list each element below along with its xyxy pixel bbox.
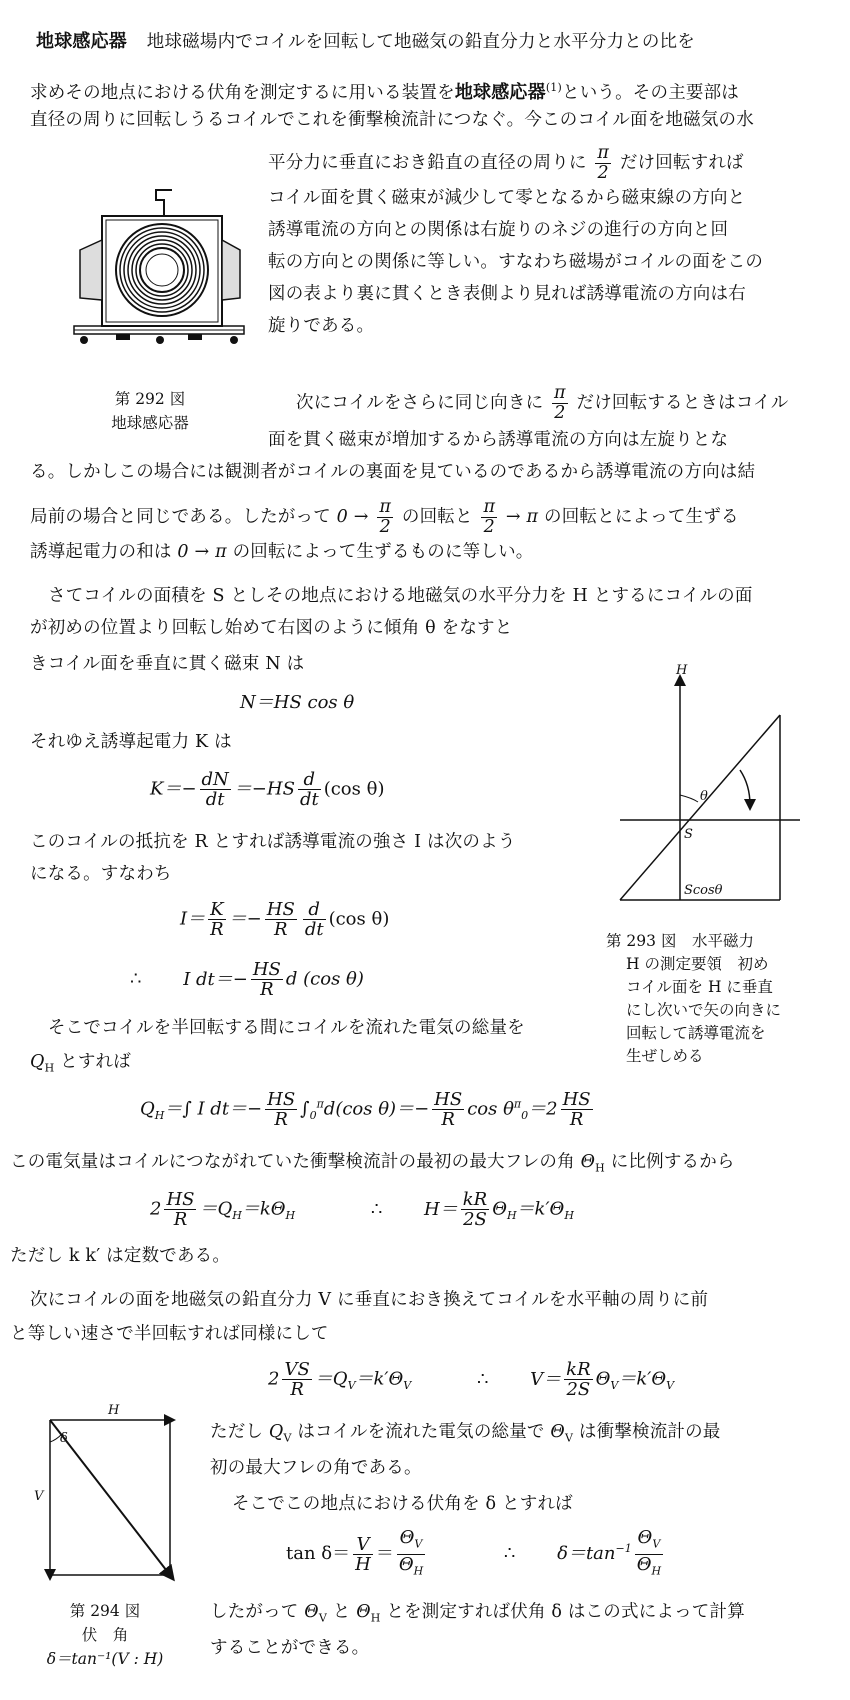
frac-num: HS — [252, 959, 281, 980]
para2-line1 — [296, 384, 788, 423]
subscript: V — [347, 1379, 356, 1393]
fig294-number: 第 294 図 — [69, 1602, 141, 1620]
para1-line1 — [30, 76, 739, 105]
footnote-ref: (1) — [545, 81, 562, 94]
fraction-HS-R — [265, 1090, 297, 1129]
para2-line4 — [30, 498, 739, 537]
para4-line7: することができる。 — [210, 1638, 370, 1658]
frac-num: Θ — [399, 1527, 415, 1548]
frac-den: 2 — [597, 163, 609, 183]
math-inline: 0 → — [336, 507, 369, 527]
eq-part: Q — [140, 1098, 155, 1120]
fraction-thetaV-thetaH — [635, 1528, 663, 1580]
subscript: H — [413, 1564, 424, 1578]
eq-part: I＝ — [180, 908, 206, 930]
fig293-Scos-label: Scosθ — [684, 883, 723, 898]
frac-num: kR — [566, 1359, 591, 1380]
para2-line5 — [30, 540, 533, 564]
eq-part: d(cos θ)＝− — [323, 1098, 430, 1120]
fig294-V-label: V — [34, 1489, 44, 1504]
subscript: H — [595, 1161, 605, 1175]
para4-line2: と等しい速さで半回転すれば同様にして — [10, 1324, 329, 1344]
fig294-diagram — [20, 1400, 190, 1590]
eq-part: δ＝tan — [557, 1543, 616, 1565]
fraction-kR-2S — [461, 1190, 489, 1229]
frac-den: 2S — [566, 1379, 591, 1400]
math-inline: → π — [505, 507, 539, 527]
text: 誘導起電力の和は — [30, 542, 172, 562]
fraction-HS-R — [265, 900, 297, 939]
frac-num: dN — [201, 769, 229, 790]
subscript: V — [403, 1379, 412, 1393]
text: はコイルを流れた電気の総量で — [297, 1422, 545, 1442]
fraction-HS-R — [251, 960, 283, 999]
math-inline: Q — [30, 1052, 45, 1072]
heading-line — [36, 30, 695, 54]
para3-line10: ただし k k′ は定数である。 — [10, 1246, 231, 1266]
frac-den: dt — [205, 789, 225, 810]
eq-part: (cos θ) — [323, 778, 385, 800]
text: 次にコイルをさらに同じ向きに — [296, 393, 544, 413]
eq-part: ＝Q — [199, 1198, 233, 1220]
subscript: V — [564, 1431, 574, 1445]
integral-sign: ∫ — [300, 1098, 310, 1120]
frac-den: H — [355, 1553, 371, 1575]
eq-part: Θ — [595, 1368, 611, 1390]
text: したがって — [210, 1602, 299, 1622]
fig292-title: 地球感応器 — [111, 414, 189, 432]
fig294-H-label: H — [108, 1403, 120, 1418]
fraction-HS-R — [432, 1090, 464, 1129]
eq-part: ＝kΘ — [241, 1198, 286, 1220]
fraction-d-dt — [303, 900, 326, 939]
math-inline: Θ — [550, 1422, 565, 1442]
fig293-caption-line: コイル面を H に垂直 — [626, 978, 773, 996]
eq-part: ＝k′Θ — [618, 1368, 667, 1390]
frac-num: HS — [434, 1089, 463, 1110]
frac-den: 2S — [463, 1209, 487, 1230]
eq-part: d (cos θ) — [285, 968, 364, 990]
text: に比例するから — [610, 1152, 735, 1172]
earth-inductor-figure — [60, 180, 240, 360]
frac-num: HS — [166, 1189, 195, 1210]
subscript: H — [154, 1109, 165, 1123]
fraction-V-H — [353, 1535, 373, 1574]
frac-den: R — [173, 1209, 188, 1230]
para2-line2: 面を貫く磁束が増加するから誘導電流の方向は左旋りとな — [268, 430, 729, 450]
frac-num: V — [353, 1535, 373, 1555]
frac-num: HS — [266, 899, 295, 920]
frac-den: R — [290, 1379, 304, 1400]
eq-part: cos θ — [467, 1098, 514, 1120]
frac-den: Θ — [636, 1553, 652, 1575]
text: は衝撃検流計の最 — [578, 1422, 721, 1442]
frac-den: dt — [299, 789, 319, 810]
frac-den: R — [274, 919, 288, 940]
text: という。その主要部は — [562, 82, 739, 103]
equation-K — [150, 770, 384, 809]
fig293-caption-line: H の測定要領 初め — [626, 955, 769, 973]
eq-part: ＝− — [228, 908, 262, 930]
frac-num: Θ — [637, 1527, 653, 1548]
frac-num: d — [303, 900, 326, 920]
fraction-K-R — [208, 900, 226, 939]
therefore-symbol: ∴ — [370, 1198, 383, 1220]
text: だけ回転するときはコイル — [576, 393, 789, 413]
fig293-caption-line: にし次いで矢の向きに — [626, 1001, 782, 1019]
subscript: V — [666, 1379, 675, 1393]
frac-den: R — [210, 919, 224, 940]
eq-part: ＝2 — [528, 1098, 558, 1120]
text: の回転と — [401, 507, 473, 527]
para4-line5: そこでこの地点における伏角を δ とすれば — [232, 1494, 573, 1514]
therefore-symbol: ∴ — [476, 1368, 489, 1390]
eq-part: ＝∫ I dt＝− — [164, 1098, 263, 1120]
eq-part: ＝−HS — [233, 778, 295, 800]
frac-num: HS — [562, 1089, 591, 1110]
subscript: H — [506, 1209, 517, 1223]
fig294-title: 伏 角 — [81, 1626, 129, 1644]
para2-line3: る。しかしこの場合には観測者がコイルの裏面を見ているのであるから誘導電流の方向は結 — [30, 462, 756, 482]
para3-line8 — [30, 1050, 131, 1081]
para4-line3 — [210, 1420, 721, 1451]
math-inline: Θ — [580, 1152, 596, 1172]
math-inline: Q — [268, 1422, 284, 1442]
equation-I — [180, 900, 389, 939]
frac-den: R — [441, 1109, 455, 1130]
eq-part: ＝k′Θ — [516, 1198, 565, 1220]
therefore-symbol: ∴ — [503, 1543, 516, 1565]
frac-num: π — [483, 497, 496, 517]
fig293-theta-label: θ — [700, 789, 708, 804]
fig293-S-label: S — [684, 827, 693, 842]
frac-num: HS — [267, 1089, 296, 1110]
eq-part: (cos θ) — [328, 908, 390, 930]
fraction-thetaV-thetaH — [397, 1528, 425, 1580]
frac-num: d — [298, 770, 321, 790]
fraction-d-dt — [298, 770, 321, 809]
eq-part: V＝ — [530, 1368, 562, 1390]
fraction-dN-dt — [200, 770, 231, 809]
text: ただし — [210, 1422, 264, 1442]
para4-line1: 次にコイルの面を地磁気の鉛直分力 V に垂直におき換えてコイルを水平軸の周りに前 — [30, 1290, 709, 1310]
para3-line3: きコイル面を垂直に貫く磁束 N は — [30, 654, 305, 674]
subscript: H — [651, 1564, 662, 1578]
eq-part: Θ — [492, 1198, 507, 1220]
para3-line2: が初めの位置より回転し始めて右図のように傾角 θ をなすと — [30, 618, 513, 638]
equation-QH — [140, 1090, 596, 1129]
eq-part: K＝− — [150, 778, 197, 800]
fig292-number: 第 292 図 — [114, 390, 186, 408]
para1-line8: 旋りである。 — [268, 316, 375, 336]
frac-num: π — [554, 383, 566, 403]
fraction-HS-R — [164, 1190, 196, 1229]
subscript: H — [232, 1209, 242, 1223]
para1-line3 — [268, 144, 744, 183]
eq-part: ＝k′Θ — [355, 1368, 404, 1390]
para1-line2: 直径の周りに回転しうるコイルでこれを衝撃検流計につなぐ。今このコイル面を地磁気の水 — [30, 110, 754, 130]
para3-line7: そこでコイルを半回転する間にコイルを流れた電気の総量を — [48, 1018, 525, 1038]
math-inline: Θ — [304, 1602, 319, 1622]
frac-den: 2 — [554, 403, 566, 423]
equation-H — [150, 1190, 574, 1229]
term-bold: 地球感応器 — [454, 81, 546, 103]
para4-line6 — [210, 1600, 745, 1631]
subscript: V — [652, 1537, 661, 1551]
subscript: H — [44, 1061, 55, 1075]
frac-den: R — [274, 1109, 288, 1130]
text: 求めその地点における伏角を測定するに用いる装置を — [30, 82, 455, 103]
fraction-pi-over-2 — [552, 384, 568, 423]
frac-num: K — [208, 900, 226, 920]
eq-part: 2 — [268, 1368, 280, 1390]
text: この電気量はコイルにつながれていた衝撃検流計の最初の最大フレの角 — [10, 1152, 575, 1172]
fig293-caption-line: 第 293 図 水平磁力 — [606, 932, 754, 950]
equation-V — [268, 1360, 674, 1399]
text: の回転によって生ずるものに等しい。 — [232, 542, 534, 562]
equation-tan-delta: tan δ＝ $\frac{V}{H}$ ＝ $\frac{\Theta_V}{\Theta_H}$ ∴ $\delta=\tan^{-1}$ $\frac{\Theta_V}{\Theta_H}$ — [286, 1528, 666, 1580]
para4-line4: 初の最大フレの角である。 — [210, 1458, 422, 1478]
frac-den: 2 — [483, 517, 495, 537]
subscript: H — [564, 1209, 574, 1223]
para1-line6: 転の方向との関係に等しい。すなわち磁場がコイルの面をこの — [268, 252, 764, 272]
text: 局前の場合と同じである。したがって — [30, 507, 331, 527]
equation-Idt — [130, 960, 364, 999]
para3-line9 — [10, 1150, 735, 1181]
eq-part: tan δ＝ — [286, 1543, 351, 1565]
para3-line4: それゆえ誘導起電力 K は — [30, 732, 232, 752]
fig293-caption-line: 回転して誘導電流を — [626, 1024, 766, 1042]
fig294-formula: δ＝tan⁻¹(V : H) — [46, 1650, 164, 1668]
frac-den: R — [260, 979, 274, 1000]
fraction-pi-over-2 — [595, 144, 611, 183]
math-inline: 0 → π — [177, 542, 227, 562]
superscript: π — [316, 1097, 324, 1111]
text: だけ回転すれば — [619, 153, 744, 173]
frac-num: VS — [284, 1359, 310, 1380]
math-inline: Θ — [356, 1602, 371, 1622]
fraction-pi-over-2 — [481, 498, 497, 537]
para1-line7: 図の表より裏に貫くとき表側より見れば誘導電流の方向は右 — [268, 284, 746, 304]
eq-part: I dt＝− — [183, 968, 248, 990]
frac-num: kR — [462, 1189, 488, 1210]
fraction-kR-2S — [564, 1360, 592, 1399]
fig293-caption — [606, 930, 826, 1068]
frac-num: π — [379, 497, 392, 517]
frac-den: 2 — [379, 517, 391, 537]
text: と — [332, 1602, 351, 1622]
para1-line5: 誘導電流の方向との関係は右旋りのネジの進行の方向と回 — [268, 220, 729, 240]
fig293-H-label: H — [676, 663, 688, 678]
fig293-caption-line: 生ぜしめる — [626, 1047, 704, 1065]
frac-num: π — [597, 143, 610, 163]
subscript: H — [370, 1611, 381, 1625]
equation-N: N＝HS cos θ — [240, 692, 355, 713]
frac-den: R — [569, 1109, 584, 1130]
section-term: 地球感応器 — [36, 31, 127, 52]
para3-line5: このコイルの抵抗を R とすれば誘導電流の強さ I は次のよう — [30, 832, 516, 852]
subscript: V — [610, 1379, 619, 1393]
subscript: V — [283, 1431, 292, 1445]
section-intro: 地球磁場内でコイルを回転して地磁気の鉛直分力と水平分力との比を — [146, 32, 695, 52]
fig294-delta-label: δ — [60, 1431, 68, 1446]
superscript: π — [513, 1097, 522, 1111]
para1-line4: コイル面を貫く磁束が減少して零となるから磁束線の方向と — [268, 188, 746, 208]
text: とを測定すれば伏角 δ はこの式によって計算 — [386, 1602, 745, 1622]
para3-line1: さてコイルの面積を S としその地点における地磁気の水平分力を H とするにコイルの面 — [48, 586, 753, 606]
subscript: V — [414, 1537, 423, 1551]
fraction-pi-over-2 — [377, 498, 393, 537]
subscript: 0 — [521, 1109, 529, 1123]
frac-den: dt — [304, 919, 324, 940]
text: 平分力に垂直におき鉛直の直径の周りに — [268, 153, 587, 173]
fraction-HS-R — [561, 1090, 593, 1129]
para3-line6: になる。すなわち — [30, 864, 172, 884]
superscript: −1 — [615, 1542, 632, 1556]
subscript: 0 — [309, 1109, 317, 1123]
text: の回転とによって生ずる — [544, 507, 739, 527]
eq-part: 2 — [150, 1198, 162, 1220]
eq-part: H＝ — [424, 1198, 458, 1220]
subscript: H — [285, 1209, 296, 1223]
eq-part: ＝Q — [314, 1368, 348, 1390]
therefore-symbol: ∴ — [130, 968, 142, 990]
frac-den: Θ — [398, 1553, 414, 1575]
text: とすれば — [60, 1052, 131, 1072]
fraction-VS-R — [282, 1360, 311, 1399]
subscript: V — [318, 1611, 327, 1625]
fig293-diagram — [600, 660, 800, 910]
